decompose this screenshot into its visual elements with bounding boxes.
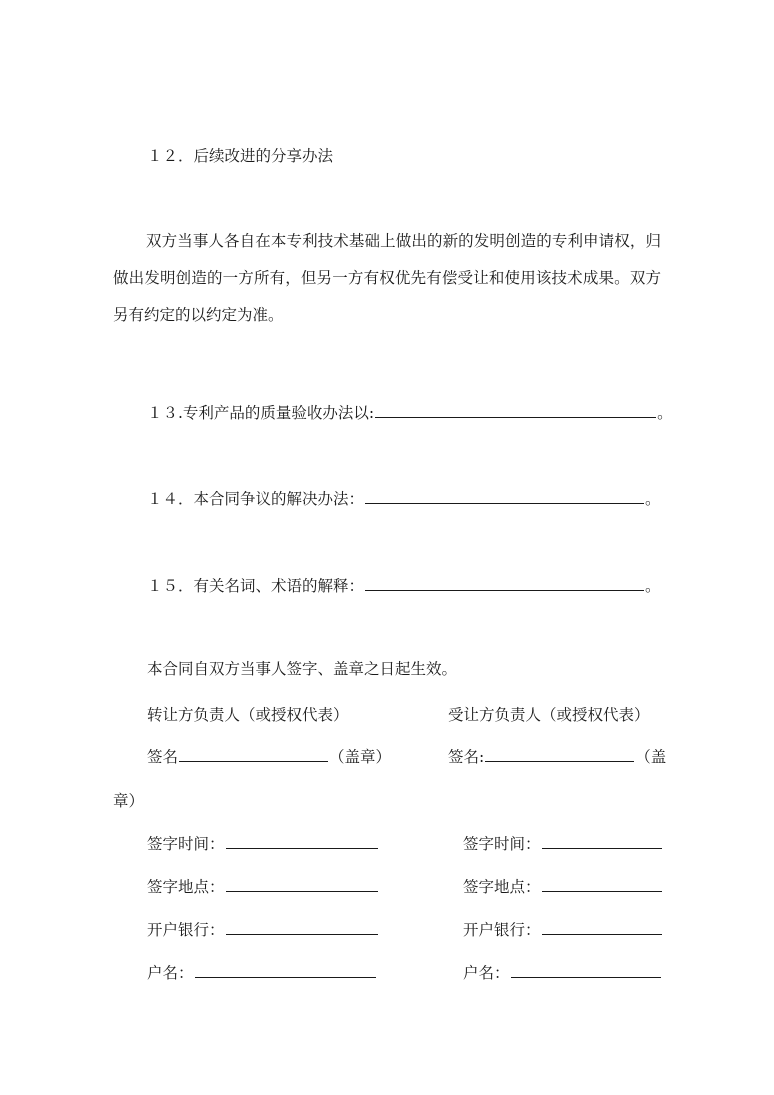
transferee-account-name bbox=[463, 963, 662, 983]
transferor-sign-place-blank[interactable] bbox=[226, 877, 378, 892]
transferee-account-name-label: 户名： bbox=[463, 964, 510, 982]
transferee-seal-label-part2: 章） bbox=[113, 792, 145, 810]
transferee-sign-time bbox=[463, 834, 663, 854]
transferee-sign-time-blank[interactable] bbox=[542, 834, 662, 849]
transferee-account-name-blank[interactable] bbox=[511, 963, 661, 978]
section-14-blank[interactable] bbox=[365, 489, 644, 504]
transferee-signature-line bbox=[448, 747, 666, 767]
transferee-bank-blank[interactable] bbox=[542, 920, 662, 935]
transferor-bank-label: 开户银行： bbox=[147, 921, 225, 939]
transferee-sign-place-blank[interactable] bbox=[542, 877, 662, 892]
transferee-sign-time-label: 签字时间： bbox=[463, 835, 541, 853]
transferor-sign-time bbox=[147, 834, 379, 854]
section-13-label: １３.专利产品的质量验收办法以: bbox=[147, 404, 375, 422]
transferor-sign-time-blank[interactable] bbox=[226, 834, 378, 849]
transferor-sign-place bbox=[147, 877, 379, 897]
transferor-title: 转让方负责人（或授权代表） bbox=[147, 706, 349, 724]
section-14-period: 。 bbox=[645, 490, 661, 508]
transferee-sign-place-label: 签字地点： bbox=[463, 878, 541, 896]
section-13-period: 。 bbox=[657, 404, 673, 422]
transferee-sign-label: 签名: bbox=[448, 748, 485, 766]
transferee-title: 受让方负责人（或授权代表） bbox=[448, 706, 650, 724]
transferor-signature-blank[interactable] bbox=[179, 747, 328, 762]
transferee-seal-label-part1: （盖 bbox=[635, 748, 667, 766]
transferor-account-name-blank[interactable] bbox=[195, 963, 376, 978]
section-15-line bbox=[147, 576, 661, 596]
transferor-sign-time-label: 签字时间： bbox=[147, 835, 225, 853]
transferee-bank-label: 开户银行： bbox=[463, 921, 541, 939]
transferee-signature-blank[interactable] bbox=[485, 747, 634, 762]
transferee-sign-place bbox=[463, 877, 663, 897]
section-15-period: 。 bbox=[645, 577, 661, 595]
transferor-sign-place-label: 签字地点： bbox=[147, 878, 225, 896]
transferor-seal-label: （盖章） bbox=[329, 748, 392, 766]
transferor-account-name bbox=[147, 963, 377, 983]
transferee-bank bbox=[463, 920, 663, 940]
section-14-line bbox=[147, 489, 661, 509]
transferor-bank bbox=[147, 920, 379, 940]
transferor-bank-blank[interactable] bbox=[226, 920, 378, 935]
section-12-heading: １２．后续改进的分享办法 bbox=[147, 147, 334, 165]
section-14-label: １４．本合同争议的解决办法： bbox=[147, 490, 365, 508]
section-15-label: １５．有关名词、术语的解释： bbox=[147, 577, 365, 595]
section-15-blank[interactable] bbox=[365, 576, 644, 591]
transferor-sign-label: 签名 bbox=[147, 748, 179, 766]
effective-clause: 本合同自双方当事人签字、盖章之日起生效。 bbox=[147, 660, 458, 678]
transferor-signature-line bbox=[147, 747, 391, 767]
section-12-body: 双方当事人各自在本专利技术基础上做出的新的发明创造的专利申请权，归做出发明创造的一方所有，但另一方有权优先有偿受让和使用该技术成果。双方另有约定的以约定为准。 bbox=[113, 232, 661, 324]
section-13-line bbox=[147, 403, 673, 423]
transferor-account-name-label: 户名： bbox=[147, 964, 194, 982]
section-13-blank[interactable] bbox=[375, 403, 656, 418]
